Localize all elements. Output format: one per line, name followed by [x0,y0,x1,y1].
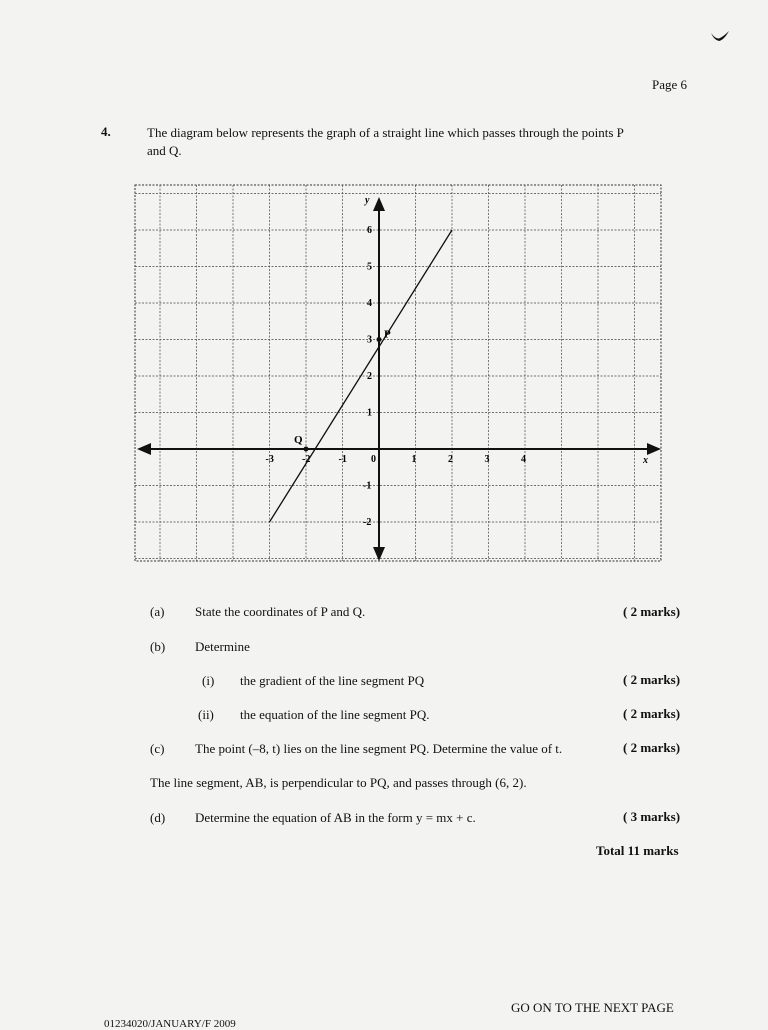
part-b-i-label: (i) [202,673,215,688]
x-axis-left-arrow [137,443,151,455]
x-tick-label: 4 [521,454,526,465]
x-tick-label: 3 [484,454,490,465]
part-b-label: (b) [150,639,166,654]
point-q [304,447,309,452]
check-mark-icon [710,28,730,42]
y-axis-top-arrow [373,197,385,211]
x-tick-label: 0 [371,454,376,465]
part-b-ii-text: the equation of the line segment PQ. [240,707,430,722]
y-axis-label: y [365,195,370,206]
part-d-text: Determine the equation of AB in the form y = mx + c. [195,810,476,825]
point-p [377,337,382,342]
go-on-notice: GO ON TO THE NEXT PAGE [511,1000,674,1015]
part-a-text: State the coordinates of P and Q. [195,604,366,619]
y-tick-label: -1 [363,480,372,492]
y-tick-label: 4 [367,298,372,309]
total-marks: Total 11 marks [596,843,679,858]
question-text [147,124,707,160]
point-q-label: Q [294,434,303,446]
y-tick-label: 3 [367,334,372,346]
perpendicular-statement: The line segment, AB, is perpendicular to PQ, and passes through (6, 2). [150,775,527,790]
x-tick-label: 2 [448,454,453,465]
x-tick-label: 1 [411,454,417,465]
y-tick-label: 6 [367,225,372,236]
part-a-label: (a) [150,604,165,619]
part-b-i-marks: ( 2 marks) [623,672,681,687]
part-a-marks: ( 2 marks) [623,604,681,619]
part-c-marks: ( 2 marks) [623,740,681,755]
page-number: Page 6 [652,77,688,92]
y-tick-label: 5 [367,261,372,273]
part-b-i-text: the gradient of the line segment PQ [240,673,425,688]
part-b-ii-marks: ( 2 marks) [623,706,681,721]
y-tick-label: 1 [367,407,372,419]
paper-code: 01234020/JANUARY/F 2009 [104,1018,236,1030]
part-c-text: The point (–8, t) lies on the line segment PQ. Determine the value of t. [195,741,563,756]
y-tick-label: -2 [363,517,372,528]
question-text-line-2: and Q. [147,143,182,158]
x-tick-label: -1 [338,454,347,465]
part-d-marks: ( 3 marks) [623,809,681,824]
part-d-label: (d) [150,810,166,825]
grid-border [135,185,661,561]
x-tick-label: -3 [265,454,274,465]
y-tick-label: 2 [367,371,372,382]
part-b-text: Determine [195,639,250,654]
question-text-line-1: The diagram below represents the graph of a straight line which passes through the points P [147,125,624,140]
part-b-ii-label: (ii) [198,707,214,722]
x-axis-label: x [643,455,648,466]
point-p-label: P [384,328,391,341]
y-axis-bottom-arrow [373,547,385,561]
part-c-label: (c) [150,741,165,756]
question-number: 4. [101,124,111,139]
x-axis-right-arrow [647,443,661,455]
line-graph [133,183,663,563]
x-tick-label: -2 [302,454,311,465]
